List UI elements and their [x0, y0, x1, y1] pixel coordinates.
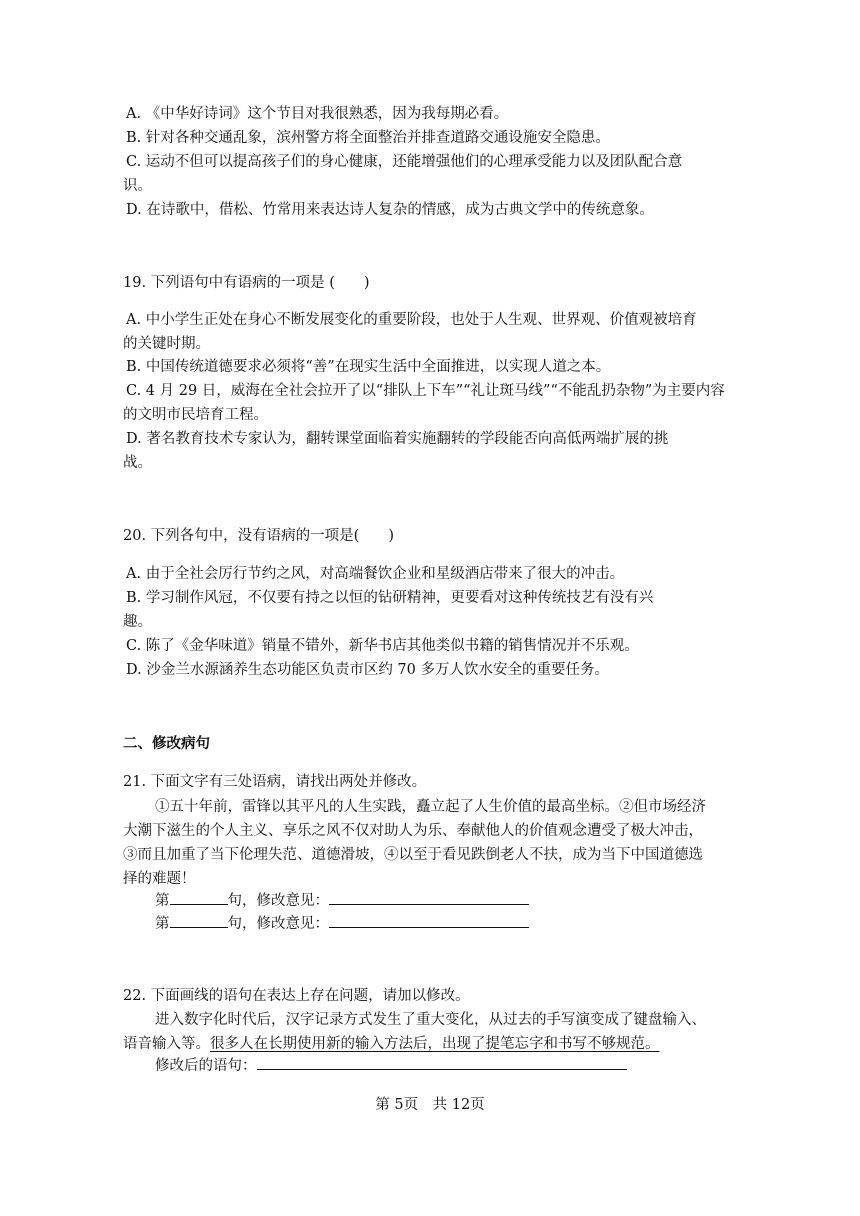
q19-option-b: B. 中国传统道德要求必须将“善”在现实生活中全面推进，以实现人道之本。: [126, 359, 611, 375]
q20-option-b-cont: 趣。: [123, 614, 152, 630]
q20-option-d: D. 沙金兰水源涵养生态功能区负责市区约 70 多万人饮水安全的重要任务。: [126, 662, 609, 678]
q22-passage-plain: 语音输入等。: [123, 1036, 210, 1052]
q20-stem: 20. 下列各句中，没有语病的一项是( ): [123, 528, 394, 544]
q20-option-b: B. 学习制作风冠，不仅要有持之以恒的钻研精神，更要看对这种传统技艺有没有兴: [126, 590, 654, 606]
q21-answer-row-2: [155, 913, 529, 934]
revision-blank[interactable]: [329, 890, 529, 905]
q22-passage-line-1: 进入数字化时代后，汉字记录方式发生了重大变化，从过去的手写演变成了键盘输入、: [155, 1012, 706, 1028]
q21-passage-line: ③而且加重了当下伦理失范、道德滑坡，④以至于看见跌倒老人不扶，成为当下中国道德选: [123, 847, 703, 863]
q19-stem: 19. 下列语句中有语病的一项是 ( ): [123, 275, 370, 291]
q18-option-b: B. 针对各种交通乱象，滨州警方将全面整治并排查道路交通设施安全隐患。: [126, 130, 610, 146]
q21-stem: 21. 下面文字有三处语病，请找出两处并修改。: [123, 774, 427, 790]
q22-passage-line-2: [123, 1034, 660, 1054]
sentence-number-blank[interactable]: [170, 913, 228, 928]
page-footer: 第 5页 共 12页: [375, 1097, 485, 1113]
q19-option-a-cont: 的关键时期。: [123, 336, 210, 352]
q19-option-d: D. 著名教育技术专家认为，翻转课堂面临着实施翻转的学段能否向高低两端扩展的挑: [126, 431, 669, 447]
q19-option-a: A. 中小学生正处在身心不断发展变化的重要阶段，也处于人生观、世界观、价值观被培育: [126, 312, 697, 328]
q21-passage-line: 大潮下滋生的个人主义、享乐之风不仅对助人为乐、奉献他人的价值观念遭受了极大冲击，: [123, 823, 703, 839]
q19-option-d-cont: 战。: [123, 455, 152, 471]
q21-passage-line: ①五十年前，雷锋以其平凡的人生实践，矗立起了人生价值的最高坐标。②但市场经济: [155, 799, 706, 815]
q21-passage-line: 择的难题！: [123, 871, 196, 887]
answer-middle: 句，修改意见：: [227, 916, 329, 932]
q18-option-d: D. 在诗歌中，借松、竹常用来表达诗人复杂的情感，成为古典文学中的传统意象。: [126, 202, 654, 218]
q18-option-c-cont: 识。: [123, 178, 152, 194]
q22-underlined-sentence: 很多人在长期使用新的输入方法后，出现了提笔忘字和书写不够规范。: [210, 1036, 660, 1052]
q22-answer-row: [155, 1055, 627, 1076]
section-title: 二、修改病句: [123, 735, 210, 752]
q19-option-c-cont: 的文明市民培育工程。: [123, 407, 268, 423]
q20-option-a: A. 由于全社会厉行节约之风，对高端餐饮企业和星级酒店带来了很大的冲击。: [126, 566, 625, 582]
answer-middle: 句，修改意见：: [227, 893, 329, 909]
answer-prefix: 第: [155, 916, 170, 932]
q18-option-c: C. 运动不但可以提高孩子们的身心健康，还能增强他们的心理承受能力以及团队配合意: [126, 154, 683, 170]
answer-prefix: 第: [155, 893, 170, 909]
revision-blank[interactable]: [329, 913, 529, 928]
q22-answer-label: 修改后的语句：: [155, 1058, 257, 1074]
sentence-number-blank[interactable]: [170, 890, 228, 905]
q18-option-a: A. 《中华好诗词》这个节目对我很熟悉，因为我每期必看。: [126, 106, 509, 122]
q21-answer-row-1: [155, 890, 529, 911]
revised-sentence-blank[interactable]: [257, 1055, 627, 1070]
q20-option-c: C. 陈了《金华味道》销量不错外，新华书店其他类似书籍的销售情况并不乐观。: [126, 638, 639, 654]
q22-stem: 22. 下面画线的语句在表达上存在问题，请加以修改。: [123, 988, 470, 1004]
q19-option-c: C. 4 月 29 日，威海在全社会拉开了以“排队上下车”“礼让斑马线”“不能乱扔杂物”为主要内容: [126, 383, 725, 399]
